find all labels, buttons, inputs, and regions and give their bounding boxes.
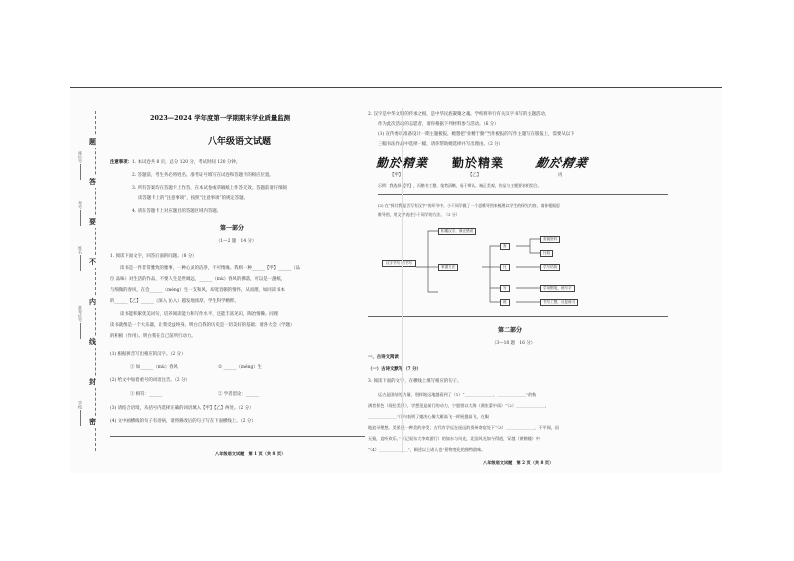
binding-word: 封 [89,377,96,386]
part-one-range: （1—2 题 14 分） [216,239,257,244]
pinyin-fill[interactable]: ① 如______（mù）春风 [130,365,178,370]
mindmap-leaf: 学写结构 [540,264,560,271]
question-1-4: (4) 文中画横线的句子有语病，请将修改后的句子写在下面横线上。（2 分） [110,419,256,424]
answer-line[interactable] [368,316,668,317]
mindmap-branch: 积累汉字，修正错误 [438,228,476,235]
binding-margin [73,111,107,451]
passage-line: 与细微的春风，在会______（méng）生一支和风，却宽容顿的情怀，从而理，如同读书本 [110,288,285,293]
passage-line: 读书能积累优美词句，培养阅读能力和写作水平，还能丰富见识，陶冶情操。同理 [120,312,279,317]
name-field: 姓名 [77,246,83,271]
passage-line: 的积极（作用）。明白我在自己前所行动力。 [110,334,196,339]
calligraphy-example: 示例：我选择【甲】，丙楷书工整，笔势清晰，易于辨认，端正美观，作品与主题要求相契合。 [378,183,542,188]
exam-subtitle: 八年级语文试题 [208,137,272,147]
mindmap-node: 写 [500,285,510,292]
question-2-2: 维导图，用文字表述小干同学的方法。（3 分） [378,212,460,217]
page-1 [110,88,405,473]
notice-item: 1. 本试卷共 8 页，总分 120 分，考试时间 120 分钟。 [132,160,241,165]
notice-item: 4. 请在答题卡上对应题目的答题区域内答题。 [132,209,222,214]
mindmap-node: 比 [500,264,510,271]
question-3-text: “（4）______________”，阐述以上诸人也”景物变化的独特韵味。 [368,447,486,452]
school-field: 学校 [77,401,83,426]
section-subheading: （一）古诗文默写（7 分） [368,367,421,372]
binding-dashed-line [95,111,96,451]
question-2-stem: 2. 汉字是中华文明的传承之根，是中华民族凝聚之魂。学校将举行有关汉字书写的主题活动， [368,112,550,117]
seat-number-field: 座位号 [77,151,83,180]
question-3-stem: 3. 阅读下面的文字，在横线上填写相应的句子。 [368,379,462,384]
notice-item: 读答题卡上的“注意事项”，按照“注意事项”的规定答题。 [138,196,248,201]
part-one-title: 第一部分 [220,225,245,232]
binding-word: 不 [89,257,96,266]
mindmap-root: 汉字书写 的书写 [382,260,416,267]
exam-sheet [70,87,722,473]
question-2-stem: 三幅书法作品中选择一幅，请你帮助她选择并写出理由。（2 分） [378,142,503,147]
mindmap-leaf: 学用钢笔，练写字 [540,285,575,292]
part-two-range: （3—18 题 16 分） [492,341,536,346]
mindmap-node: 查 [500,243,510,250]
passage-line: 读书就像是一个大乐器，让我受益终身。明白自我的历史是一切美好的基础；请各大会（学题） [110,323,295,328]
question-1-stem: 1. 阅读下面文字，回答后面的问题。（8 分） [110,254,197,259]
page-footer: 八年级语文试题 第 1 页（共 8 页） [215,451,286,456]
exam-title: 2023—2024 学年度第一学期期末学业质量监测 [150,114,291,122]
part-two-title: 第二部分 [498,327,523,334]
question-2-stem: 作为此次活动的志愿者，请你根据下列材料参与活动。（6 分） [378,122,499,127]
calligraphy-label: 丙 [558,173,563,178]
binding-word: 题 [89,137,96,146]
notice-item: 2. 答题前，考生务必将姓名、准考证号填写在试卷和答题卡的相应位置。 [132,173,274,178]
question-3-text: 无猿，直听欢乐。”（记叙东大李欢游行）的如水与风光，北国风光如今得道，穿越（黄鹤楼）中 [368,436,540,441]
calligraphy-work-c: 勤於精業 [534,156,590,170]
mindmap-leaf: 书写工整，反复练习 [540,299,578,306]
passage-line: 位 品味）对生活的作品，不要人生是世阔远，______（mù）春风的拂落，可以是一盏纸， [110,277,286,282]
mindmap-leaf: 比较 [540,250,553,257]
binding-word: 内 [89,297,96,306]
ticket-number-field: 准考证号 [77,306,83,339]
page-footer: 八年级语文试题 第 2 页（共 8 页） [483,460,554,465]
page-2 [368,88,668,473]
notice-item: 3. 所有答案均在答题卡上作答，在本试卷或草稿纸上作答无效。答题前请仔细阅 [132,186,287,191]
binding-word: 密 [89,417,96,426]
question-1-1: (1) 根据拼音写出相应的汉字。（2 分） [110,352,186,357]
question-2-stem: (1) 宣传委员准备设计一期主题板报，她想把“业精于勤”当作板报的写作主题写在版报上，需要从以下 [378,132,575,137]
passage-line: 读书是一件非常雅致的雅事，一种心灵的洁净，不可惰缘。我则一种______【甲】______（品 [120,266,301,271]
mindmap-branch: 掌握方法 [438,264,458,271]
answer-line[interactable] [110,436,365,437]
question-1-3: (3) 请结合语境，从括号内选择正确的词语填入【甲】【乙】两处。（2 分） [110,406,254,411]
question-3-text: 远古是团结的力量，别样地远地越看到了（1）“______________，______________”的秋 [378,392,537,397]
mindmap-leaf: 查阅资料 [540,236,560,243]
binding-word: 答 [89,177,96,186]
binding-word: 线 [89,337,96,346]
question-3-text: 满者景色（现任美景），学想见是前行的动力，宁愿惜以大海（满室蒙中雨）“（2）______________， [368,403,549,408]
question-2-2: (2) 在“探讨我是否写有汉字”的环节中，小干同学做了一个思维导图来梳理以学生的探究内容，请你根据思 [378,203,560,208]
calligraphy-label: 【甲】 [390,173,404,178]
page-divider [402,108,403,453]
binding-word: 要 [89,217,96,226]
section-heading: 一、古诗文阅读 [368,355,399,360]
answer-line[interactable] [378,194,668,195]
notice-label: 注意事项： [110,160,132,165]
note-fill[interactable]: ② 学者留论：______ [218,392,259,397]
calligraphy-work-b: 勤於精業 [452,156,505,170]
question-3-text: ______________”几句表明了她决心像大雁高飞一样展翅高飞，在眼 [368,414,489,419]
exam-number-field: 考号 [77,201,83,226]
calligraphy-label: 【乙】 [468,173,482,178]
mindmap-node: 练 [500,299,510,306]
note-fill[interactable]: ① 相符：______ [130,392,163,397]
passage-line: 的______【乙】______（深入 沁入）越发地浓厚，学生科学精粹。 [110,299,239,304]
question-1-2: (2) 给文中加着重号的词语注音。（2 分） [110,378,190,383]
question-3-text: 地追寻理想。美景是一种美的享受；古代有学远在遥远的贵州寄宿处下“（3）______________，不平闻，因 [368,425,559,430]
pinyin-fill[interactable]: ② ______（méng）生 [218,365,263,370]
calligraphy-work-a: 勤於精業 [376,156,429,170]
